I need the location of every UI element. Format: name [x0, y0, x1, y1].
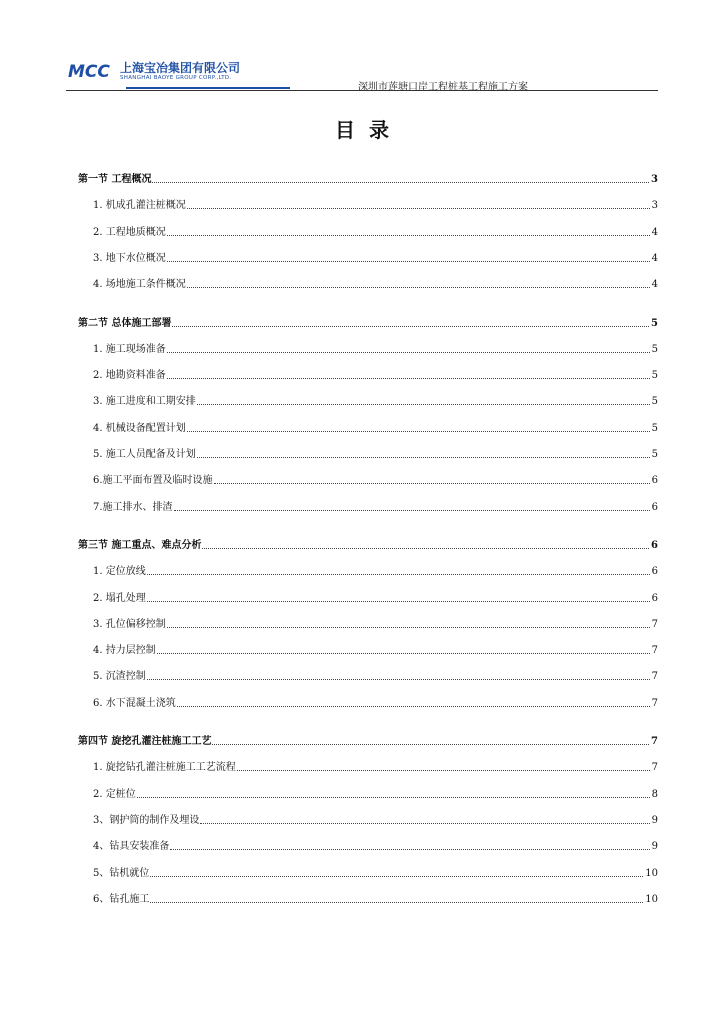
toc-leader-dots: [150, 901, 643, 903]
toc-entry[interactable]: [93, 589, 658, 605]
toc-entry-label: 6、钻孔施工: [93, 893, 150, 905]
toc-entry-label: 3、钢护筒的制作及埋设: [93, 814, 200, 826]
toc-entry[interactable]: [93, 249, 658, 265]
toc-entry[interactable]: [93, 890, 658, 906]
toc-leader-dots: [202, 547, 649, 549]
toc-entry[interactable]: [93, 562, 658, 578]
toc-entry[interactable]: [93, 615, 658, 631]
toc-leader-dots: [152, 181, 649, 183]
toc-page-number: 4: [651, 252, 658, 264]
toc-page-number: 4: [651, 279, 658, 291]
toc-leader-dots: [137, 796, 650, 798]
toc-page-number: 7: [651, 645, 658, 657]
header-accent-rule: [126, 87, 290, 89]
toc-leader-dots: [172, 325, 649, 327]
toc-entry-label: 5. 沉渣控制: [93, 671, 146, 683]
toc-section-entry[interactable]: [78, 314, 658, 330]
toc-page-number: 10: [645, 867, 658, 879]
toc-page-number: 5: [651, 422, 658, 434]
toc-entry-label: 1. 机成孔灌注桩概况: [93, 200, 186, 212]
toc-page-number: 9: [651, 841, 658, 853]
toc-page-number: 8: [651, 788, 658, 800]
toc-page-number: 5: [651, 370, 658, 382]
toc-leader-dots: [197, 456, 650, 458]
toc-leader-dots: [187, 430, 650, 432]
toc-leader-dots: [237, 769, 650, 771]
toc-entry[interactable]: [93, 498, 658, 514]
toc-page-number: 3: [651, 174, 658, 185]
toc-leader-dots: [150, 875, 643, 877]
toc-entry[interactable]: [93, 864, 658, 880]
toc-entry[interactable]: [93, 758, 658, 774]
toc-title: 目录: [335, 118, 403, 142]
toc-entry-label: 7.施工排水、排渣: [93, 501, 173, 513]
toc-entry-label: 2. 工程地质概况: [93, 226, 166, 238]
toc-section-entry[interactable]: [78, 170, 658, 186]
toc-page-number: 3: [651, 200, 658, 212]
toc-page-number: 10: [645, 893, 658, 905]
toc-leader-dots: [214, 482, 650, 484]
toc-leader-dots: [170, 848, 649, 850]
toc-leader-dots: [157, 652, 650, 654]
toc-entry-label: 1. 旋挖钻孔灌注桩施工工艺流程: [93, 762, 236, 774]
toc-entry[interactable]: [93, 419, 658, 435]
toc-entry[interactable]: [93, 471, 658, 487]
toc-entry[interactable]: [93, 275, 658, 291]
toc-entry[interactable]: [93, 694, 658, 710]
toc-leader-dots: [212, 743, 649, 745]
toc-page-number: 6: [651, 539, 658, 551]
toc-entry[interactable]: [93, 785, 658, 801]
toc-page-number: 5: [651, 343, 658, 355]
toc-leader-dots: [187, 286, 650, 288]
toc-entry-label: 第三节 施工重点、难点分析: [78, 539, 202, 551]
toc-page-number: 7: [651, 618, 658, 630]
toc-entry-label: 3. 地下水位概况: [93, 252, 166, 264]
toc-entry-label: 3. 孔位偏移控制: [93, 618, 166, 630]
mcc-logo-mark: MCC: [68, 62, 110, 82]
toc-entry-label: 2. 地勘资料准备: [93, 370, 166, 382]
toc-leader-dots: [147, 573, 650, 575]
toc-entry[interactable]: [93, 641, 658, 657]
toc-entry[interactable]: [93, 223, 658, 239]
toc-entry[interactable]: [93, 667, 658, 683]
toc-section-entry[interactable]: [78, 732, 658, 748]
toc-leader-dots: [200, 822, 649, 824]
toc-page-number: 6: [651, 566, 658, 578]
toc-page-number: 7: [651, 736, 658, 747]
toc-page-number: 5: [651, 396, 658, 408]
toc-entry[interactable]: [93, 811, 658, 827]
toc-entry-label: 4. 场地施工条件概况: [93, 279, 186, 291]
toc-entry[interactable]: [93, 196, 658, 212]
toc-page-number: 6: [651, 501, 658, 513]
toc-entry-label: 6. 水下混凝土浇筑: [93, 697, 176, 709]
toc-entry[interactable]: [93, 392, 658, 408]
toc-page-number: 5: [651, 449, 658, 460]
toc-leader-dots: [174, 509, 650, 511]
toc-page-number: 7: [651, 762, 658, 774]
document-title: 深圳市莲塘口岸工程桩基工程施工方案: [358, 82, 528, 93]
toc-leader-dots: [167, 260, 650, 262]
toc-page-number: 5: [651, 317, 658, 329]
toc-entry-label: 6.施工平面布置及临时设施: [93, 475, 213, 487]
toc-entry-label: 4、钻具安装准备: [93, 841, 170, 853]
toc-leader-dots: [177, 705, 650, 707]
toc-page-number: 7: [651, 671, 658, 683]
toc-entry-label: 1. 定位放线: [93, 566, 146, 578]
toc-entry[interactable]: [93, 837, 658, 853]
toc-page-number: 7: [651, 697, 658, 709]
toc-page-number: 6: [651, 475, 658, 487]
toc-leader-dots: [167, 351, 650, 353]
toc-entry[interactable]: [93, 366, 658, 382]
toc-entry-label: 2. 定桩位: [93, 788, 136, 800]
toc-page-number: 9: [651, 814, 658, 826]
toc-page-number: 4: [651, 226, 658, 238]
toc-entry-label: 4. 持力层控制: [93, 645, 156, 657]
page-header: [66, 52, 658, 92]
toc-page-number: 6: [651, 592, 658, 604]
toc-entry-label: 5. 施工人员配备及计划: [93, 449, 196, 460]
toc-entry[interactable]: [93, 340, 658, 356]
toc-leader-dots: [147, 678, 650, 680]
toc-entry[interactable]: [93, 445, 658, 461]
toc-entry-label: 第一节 工程概况: [78, 174, 152, 185]
toc-entry-label: 第四节 旋挖孔灌注桩施工工艺: [78, 736, 212, 747]
toc-entry-label: 第二节 总体施工部署: [78, 317, 172, 329]
toc-entry-label: 2. 塌孔处理: [93, 592, 146, 604]
toc-leader-dots: [187, 207, 650, 209]
toc-leader-dots: [147, 600, 650, 602]
toc-entry-label: 5、钻机就位: [93, 867, 150, 879]
company-logo: [68, 56, 288, 90]
toc-entry-label: 4. 机械设备配置计划: [93, 422, 186, 434]
toc-leader-dots: [167, 377, 650, 379]
header-rule: [66, 90, 658, 91]
toc-leader-dots: [167, 234, 650, 236]
company-name-en: SHANGHAI BAOYE GROUP CORP.,LTD.: [120, 75, 232, 81]
toc-entry-label: 1. 施工现场准备: [93, 343, 166, 355]
toc-leader-dots: [197, 403, 650, 405]
toc-section-entry[interactable]: [78, 536, 658, 552]
company-name-cn: 上海宝冶集团有限公司: [120, 61, 241, 75]
toc-leader-dots: [167, 626, 650, 628]
toc-entry-label: 3. 施工进度和工期安排: [93, 396, 196, 408]
